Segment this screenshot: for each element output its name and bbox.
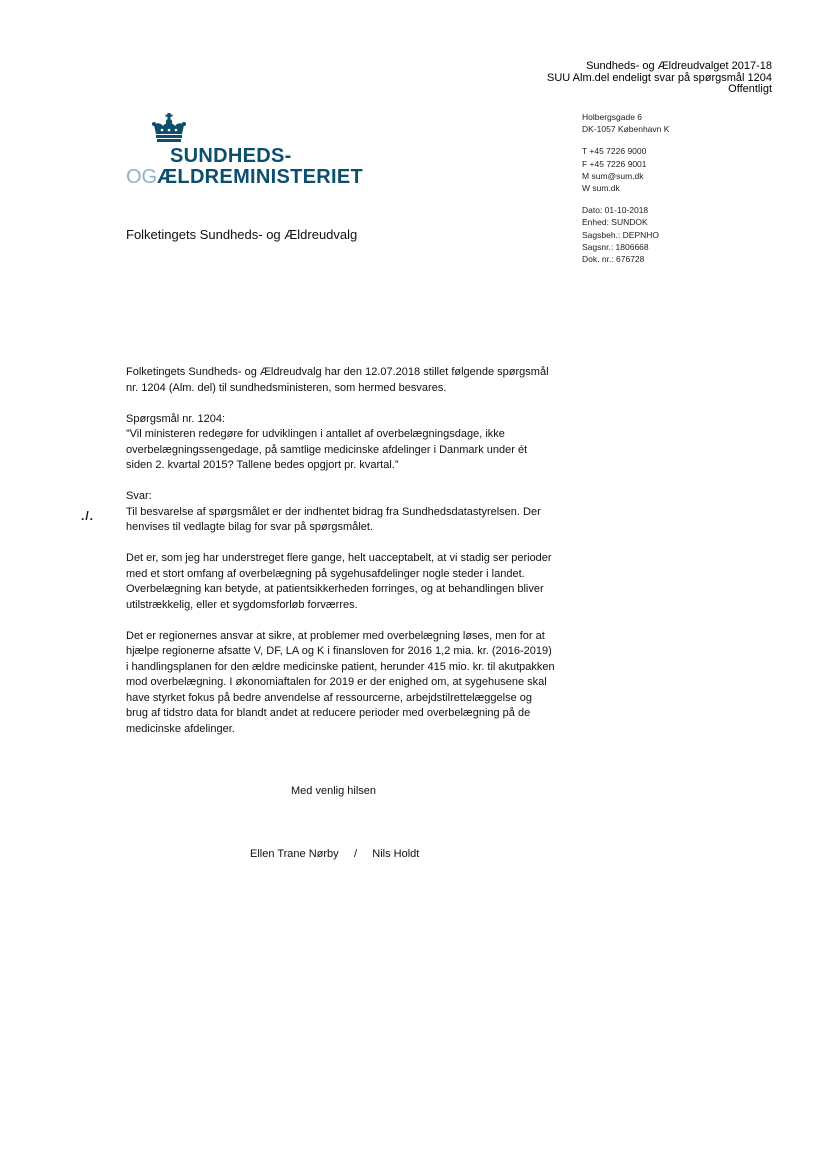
recipient: Folketingets Sundheds- og Ældreudvalg [126, 227, 358, 242]
signatory-1: Ellen Trane Nørby [250, 848, 339, 860]
crown-icon [151, 113, 187, 148]
email: M sum@sum.dk [582, 170, 644, 181]
question-text: ”Vil ministeren redegøre for udviklingen i antallet af overbelægningsdage, ikke overbelægningssengedage, på samtlige medicinske afdelinger i Danmark under ét siden 2. kvartal 2015? Tallene bedes opgjort pr. kvartal.” [126, 428, 528, 471]
header-committee: Sundheds- og Ældreudvalget 2017-18 [586, 60, 772, 72]
header-status: Offentligt [728, 83, 772, 95]
meta-case-number: Sagsnr.: 1806668 [582, 241, 649, 252]
logo-ministry: ÆLDREMINISTERIET [157, 166, 364, 188]
question-label: Spørgsmål nr. 1204: [126, 412, 226, 425]
letter-body [126, 365, 556, 753]
communication-block [582, 145, 669, 194]
logo-text-line2 [126, 167, 363, 187]
signature [250, 848, 419, 860]
signatory-2: Nils Holdt [372, 848, 420, 860]
meta-doc-number: Dok. nr.: 676728 [582, 254, 645, 265]
address-city: DK-1057 København K [582, 124, 670, 135]
contact-block [582, 111, 669, 275]
closing: Med venlig hilsen [291, 785, 376, 797]
answer-paragraph-2: Det er, som jeg har understreget flere gange, helt uacceptabelt, at vi stadig ser perioder med et stort omfang af overbelægning på sygehusafdelinger nogle steder i landet. Overbelægning kan betyde, at patientsikkerheden forringes, og at behandlingen bliver utilstrækkelig, eller et sygdomsforløb forværres. [126, 552, 552, 611]
address-street: Holbergsgade 6 [582, 112, 643, 122]
logo-text-line1: SUNDHEDS- [170, 145, 292, 167]
case-meta-block [582, 204, 669, 265]
enclosure-marker: ./. [81, 509, 95, 523]
address-block [582, 111, 669, 135]
fax: F +45 7226 9001 [582, 158, 647, 169]
answer-label: Svar: [126, 490, 152, 502]
logo-og: OG [126, 166, 158, 188]
phone: T +45 7226 9000 [582, 146, 647, 157]
document-header [547, 61, 772, 96]
header-reference: SUU Alm.del endeligt svar på spørgsmål 1204 [547, 71, 772, 84]
meta-date: Dato: 01-10-2018 [582, 205, 649, 216]
signature-separator: / [353, 848, 357, 860]
answer-paragraph-1: Til besvarelse af spørgsmålet er der indhentet bidrag fra Sundhedsdatastyrelsen. Der henvises til vedlagte bilag for svar på spørgsmålet. [126, 505, 541, 533]
website: W sum.dk [582, 183, 620, 194]
meta-unit: Enhed: SUNDOK [582, 217, 648, 228]
meta-handler: Sagsbeh.: DEPNHO [582, 229, 660, 240]
answer-paragraph-3: Det er regionernes ansvar at sikre, at problemer med overbelægning løses, men for at hjælpe regionerne afsatte V, DF, LA og K i finansloven for 2016 1,2 mia. kr. (2016-2019) i handlingsplanen for den ældre medicinske patient, herunder 415 mio. kr. til akutpakken mod overbelægning. I økonomiaftalen for 2019 er der enighed om, at sygehusene skal have styrket fokus på bedre anvendelse af ressourcerne, arbejdstilrettelæggelse og brug af tidstro data for blandt andet at reducere perioder med overbelægning på de medicinske afdelinger. [126, 629, 555, 735]
intro-paragraph: Folketingets Sundheds- og Ældreudvalg har den 12.07.2018 stillet følgende spørgsmål nr. 1204 (Alm. del) til sundhedsministeren, som hermed besvares. [126, 366, 549, 394]
